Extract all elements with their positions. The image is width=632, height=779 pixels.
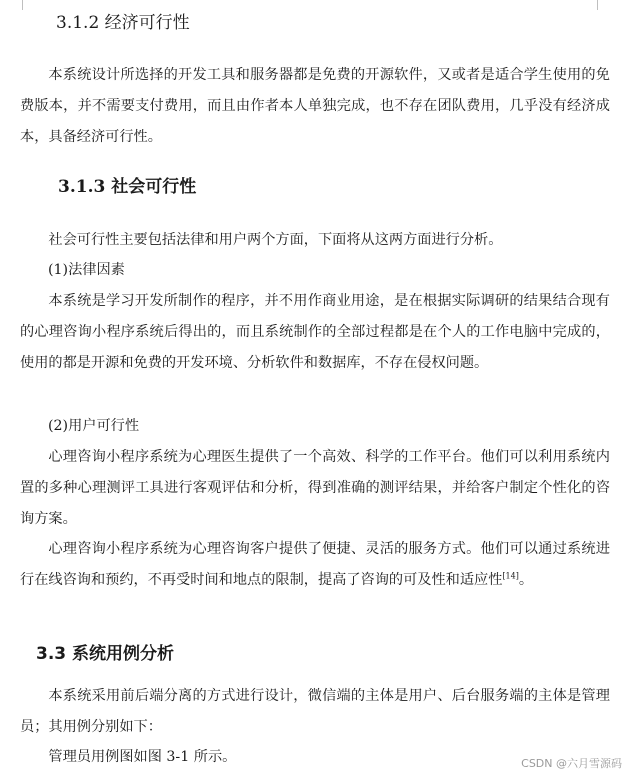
paragraph-use-case-analysis: 本系统采用前后端分离的方式进行设计，微信端的主体是用户、后台服务端的主体是管理员；其用例分别如下： [20,688,610,735]
paragraph-user-feasibility-clients [20,534,610,596]
citation-14[interactable]: [14] [502,571,519,581]
sub-heading-legal-factors: (1)法律因素 [48,262,125,278]
heading-3-3: 3.3 系统用例分析 [36,644,175,664]
clients-text: 心理咨询小程序系统为心理咨询客户提供了便捷、灵活的服务方式。他们可以通过系统进行在线咨询和预约，不再受时间和地点的限制，提高了咨询的可及性和适应性 [20,541,610,588]
sub-heading-user-feasibility: (2)用户可行性 [48,418,140,434]
csdn-watermark: CSDN @六月雪源码 [521,757,622,770]
heading-3-1-3-text: 3.1.3 社会可行性 [58,177,197,197]
clients-text-end: 。 [518,572,534,588]
crop-mark-left [12,0,23,10]
crop-mark-right [597,0,608,10]
paragraph-economic-feasibility: 本系统设计所选择的开发工具和服务器都是免费的开源软件，又或者是适合学生使用的免费版本，并不需要支付费用，而且由作者本人单独完成，也不存在团队费用，几乎没有经济成本，具备经济可行性。 [20,67,610,145]
heading-3-1-2: 3.1.2 经济可行性 [56,13,190,33]
paragraph-user-feasibility-doctors: 心理咨询小程序系统为心理医生提供了一个高效、科学的工作平台。他们可以利用系统内置的多种心理测评工具进行客观评估和分析，得到准确的测评结果，并给客户制定个性化的咨询方案。 [20,449,610,527]
paragraph-legal-factors: 本系统是学习开发所制作的程序，并不用作商业用途，是在根据实际调研的结果结合现有的心理咨询小程序系统后得出的，而且系统制作的全部过程都是在个人的工作电脑中完成的，使用的都是开源和免费的开发环境、分析软件和数据库，不存在侵权问题。 [20,293,610,371]
paragraph-figure-reference: 管理员用例图如图 3-1 所示。 [48,749,237,765]
paragraph-social-intro: 社会可行性主要包括法律和用户两个方面，下面将从这两方面进行分析。 [48,232,503,248]
heading-3-1-3 [58,176,196,198]
